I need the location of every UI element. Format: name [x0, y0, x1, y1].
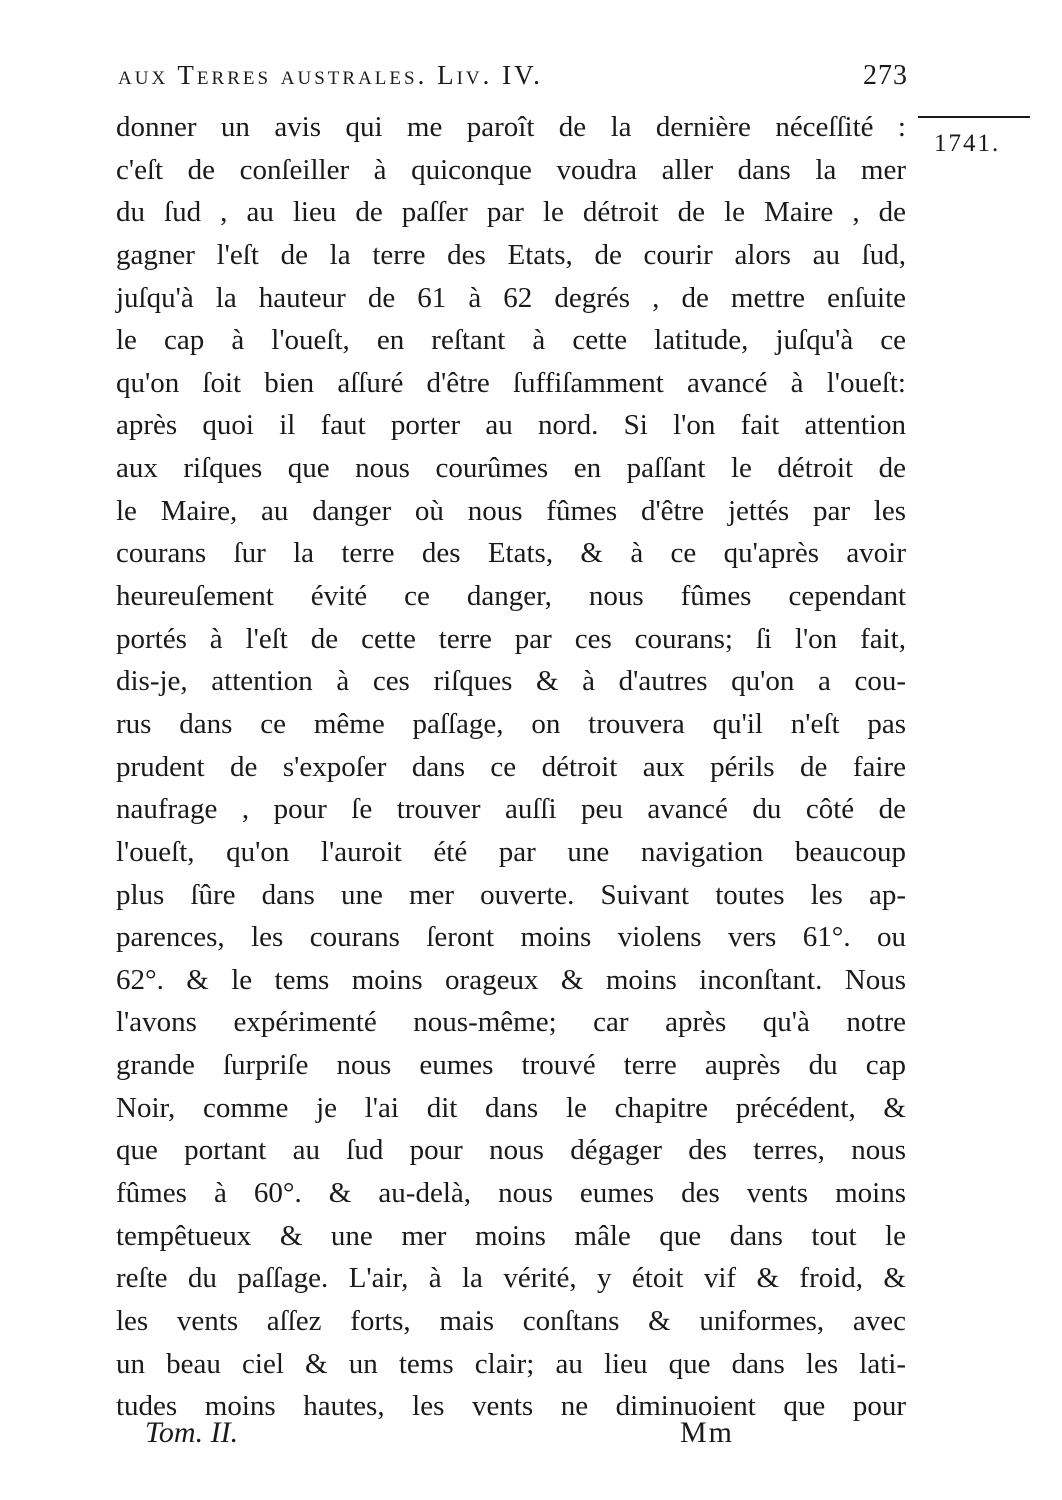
margin-rule	[918, 116, 1030, 118]
text-line: grande ſurpriſe nous eumes trouvé terre auprès du cap	[116, 1049, 906, 1082]
text-line: l'oueſt, qu'on l'auroit été par une navigation beaucoup	[116, 835, 906, 868]
text-line: le Maire, au danger où nous fûmes d'être jettés par les	[116, 494, 906, 527]
signature-mark: Mm	[680, 1416, 735, 1449]
text-line: reſte du paſſage. L'air, à la vérité, y étoit vif & froid, &	[116, 1262, 906, 1295]
text-line: 62°. & le tems moins orageux & moins inconſtant. Nous	[116, 963, 906, 996]
text-line: les vents aſſez forts, mais conſtans & uniformes, avec	[116, 1304, 906, 1337]
text-line: le cap à l'oueſt, en reſtant à cette latitude, juſqu'à ce	[116, 324, 906, 357]
text-line: parences, les courans ſeront moins violens vers 61°. ou	[116, 921, 906, 954]
page-number: 273	[863, 60, 908, 91]
text-line: que portant au ſud pour nous dégager des terres, nous	[116, 1134, 906, 1167]
text-line: plus ſûre dans une mer ouverte. Suivant toutes les ap-	[116, 878, 906, 911]
running-head	[118, 60, 908, 100]
text-line: tempêtueux & une mer moins mâle que dans tout le	[116, 1219, 906, 1252]
tome-label: Tom. II.	[145, 1416, 239, 1449]
text-line: qu'on ſoit bien aſſuré d'être ſuffiſamment avancé à l'oueſt:	[116, 366, 906, 399]
text-line: fûmes à 60°. & au-delà, nous eumes des vents moins	[116, 1177, 906, 1210]
text-line: dis-je, attention à ces riſques & à d'autres qu'on a cou-	[116, 665, 906, 698]
body-text	[116, 106, 906, 1428]
text-line: c'eſt de conſeiller à quiconque voudra aller dans la mer	[116, 153, 906, 186]
text-line: un beau ciel & un tems clair; au lieu que dans les lati-	[116, 1347, 906, 1380]
text-line: aux riſques que nous courûmes en paſſant le détroit de	[116, 452, 906, 485]
text-line: naufrage , pour ſe trouver auſſi peu avancé du côté de	[116, 793, 906, 826]
text-line: courans ſur la terre des Etats, & à ce qu'après avoir	[116, 537, 906, 570]
text-line: donner un avis qui me paroît de la dernière néceſſité :	[116, 111, 906, 143]
text-line: gagner l'eſt de la terre des Etats, de courir alors au ſud,	[116, 238, 906, 271]
text-line: heureuſement évité ce danger, nous fûmes cependant	[116, 580, 906, 613]
running-head-title: aux Terres australes. Liv. IV.	[118, 60, 543, 90]
text-line: Noir, comme je l'ai dit dans le chapitre précédent, &	[116, 1091, 906, 1124]
text-line: du ſud , au lieu de paſſer par le détroit de le Maire , de	[116, 196, 906, 229]
text-line: prudent de s'expoſer dans ce détroit aux périls de faire	[116, 750, 906, 783]
text-line: tudes moins hautes, les vents ne diminuoient que pour	[116, 1390, 906, 1423]
page-footer	[0, 1416, 1062, 1456]
text-line: rus dans ce même paſſage, on trouvera qu'il n'eſt pas	[116, 707, 906, 740]
margin-year-note: 1741.	[934, 130, 1001, 157]
text-line: portés à l'eſt de cette terre par ces courans; ſi l'on fait,	[116, 622, 906, 655]
text-line: après quoi il faut porter au nord. Si l'on fait attention	[116, 409, 906, 442]
text-line: l'avons expérimenté nous-même; car après qu'à notre	[116, 1006, 906, 1039]
text-line: juſqu'à la hauteur de 61 à 62 degrés , de mettre enſuite	[116, 281, 906, 314]
